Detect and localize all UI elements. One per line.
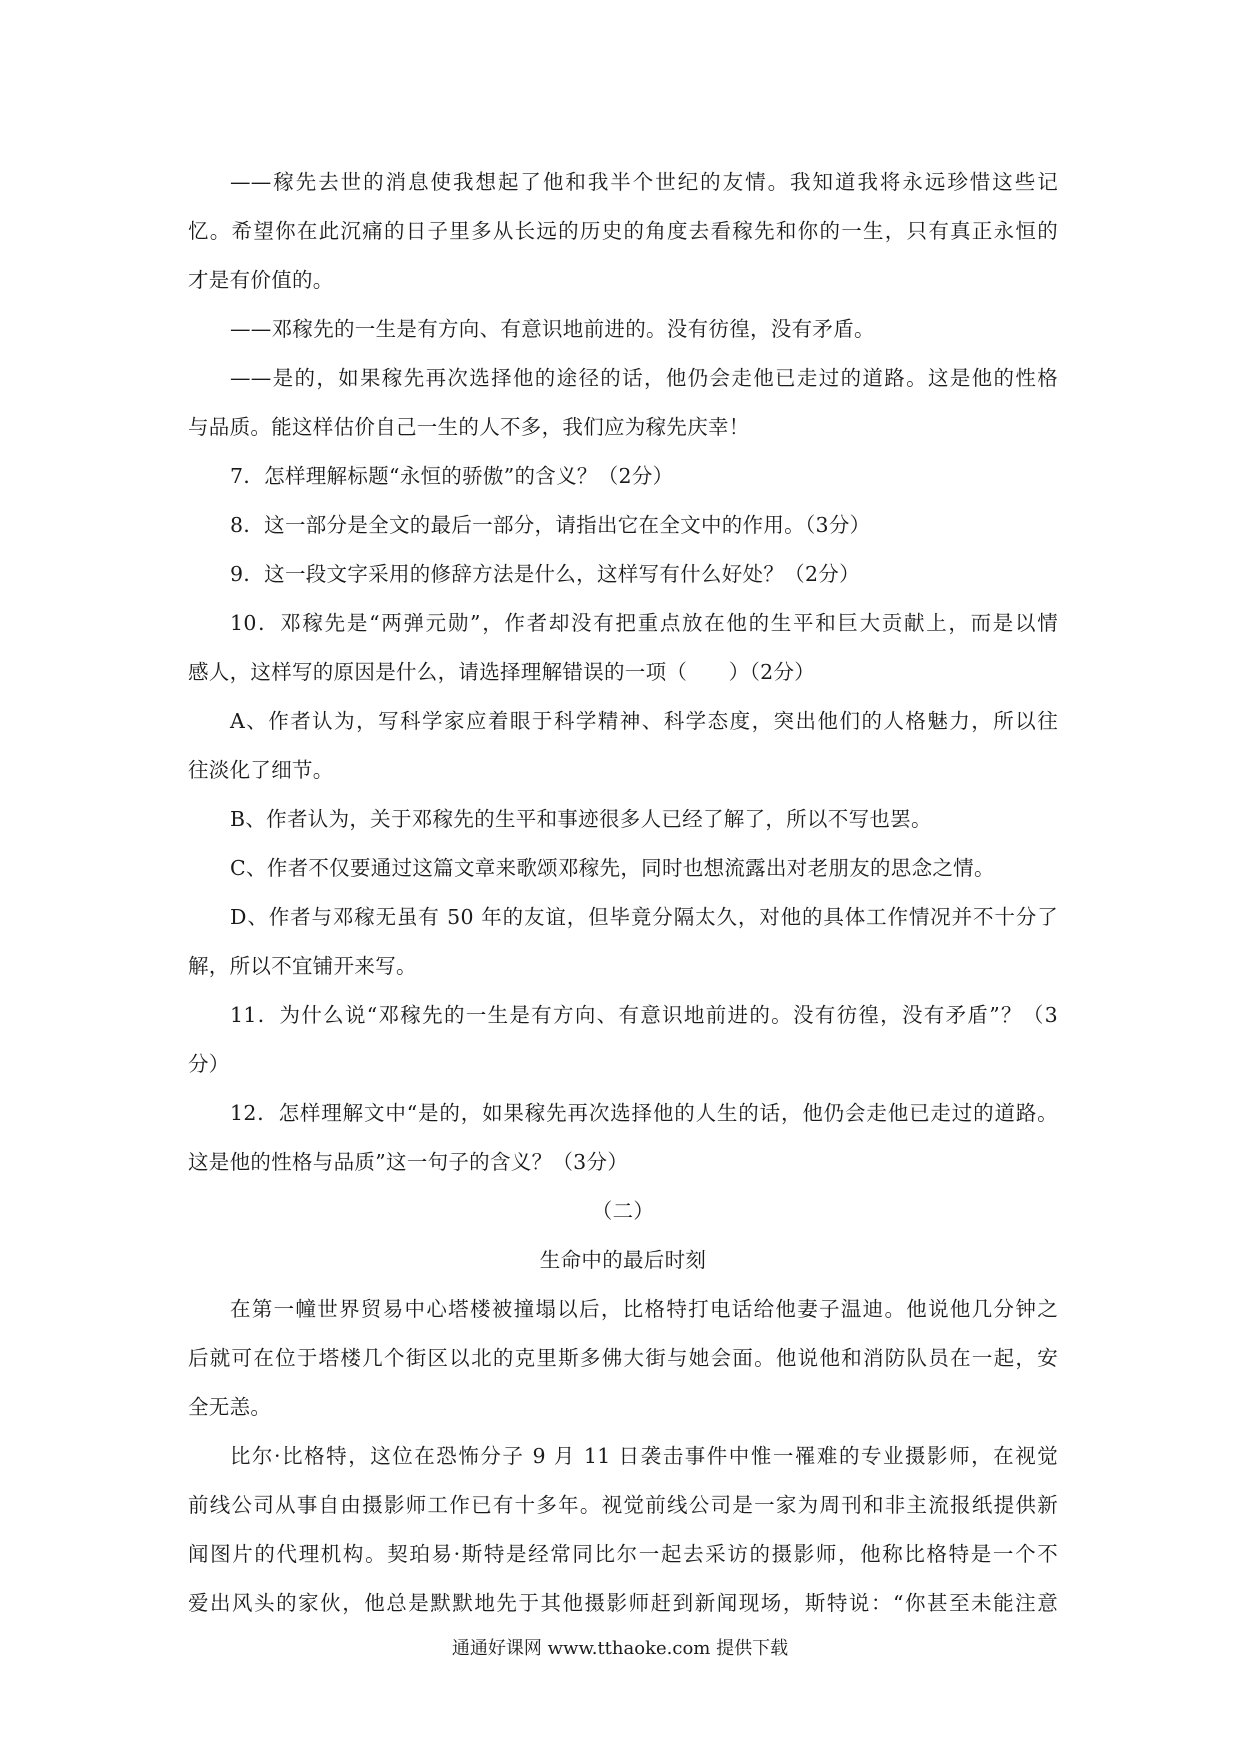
document-body (188, 158, 1058, 1628)
text-line: B、作者认为，关于邓稼先的生平和事迹很多人已经了解了，所以不写也罢。 (230, 807, 932, 831)
section-heading: （二） (591, 1199, 655, 1223)
section-heading: 生命中的最后时刻 (539, 1248, 707, 1272)
text-line: 才是有价值的。 (188, 268, 334, 292)
text-line: 8．这一部分是全文的最后一部分，请指出它在全文中的作用。（3分） (230, 513, 871, 537)
text-line: 后就可在位于塔楼几个街区以北的克里斯多佛大街与她会面。他说他和消防队员在一起，安 (188, 1346, 1058, 1370)
text-line: 分） (188, 1052, 230, 1076)
text-line: 解，所以不宜铺开来写。 (188, 954, 417, 978)
text-line: 前线公司从事自由摄影师工作已有十多年。视觉前线公司是一家为周刊和非主流报纸提供新 (188, 1493, 1058, 1517)
text-line: C、作者不仅要通过这篇文章来歌颂邓稼先，同时也想流露出对老朋友的思念之情。 (230, 856, 995, 880)
text-line: D、作者与邓稼无虽有 50 年的友谊，但毕竟分隔太久，对他的具体工作情况并不十分了 (230, 905, 1058, 929)
text-line: 全无恙。 (188, 1395, 272, 1419)
text-line: 10．邓稼先是“两弹元勋”，作者却没有把重点放在他的生平和巨大贡献上，而是以情 (230, 611, 1058, 635)
text-line: 9．这一段文字采用的修辞方法是什么，这样写有什么好处？（2分） (230, 562, 860, 586)
page-footer: 通通好课网 www.tthaoke.com 提供下载 (451, 1638, 789, 1659)
text-line: 7．怎样理解标题“永恒的骄傲”的含义？（2分） (230, 464, 674, 488)
text-line: 闻图片的代理机构。契珀易·斯特是经常同比尔一起去采访的摄影师，他称比格特是一个不 (188, 1542, 1058, 1566)
text-line: 在第一幢世界贸易中心塔楼被撞塌以后，比格特打电话给他妻子温迪。他说他几分钟之 (230, 1297, 1058, 1321)
text-line: 11．为什么说“邓稼先的一生是有方向、有意识地前进的。没有彷徨，没有矛盾”？（3 (230, 1003, 1058, 1027)
text-line: ——稼先去世的消息使我想起了他和我半个世纪的友情。我知道我将永远珍惜这些记 (230, 170, 1058, 194)
text-line: 与品质。能这样估价自己一生的人不多，我们应为稼先庆幸！ (188, 415, 750, 439)
text-line: 忆。希望你在此沉痛的日子里多从长远的历史的角度去看稼先和你的一生，只有真正永恒的 (188, 219, 1058, 243)
text-line: 比尔·比格特，这位在恐怖分子 9 月 11 日袭击事件中惟一罹难的专业摄影师，在视觉 (230, 1444, 1058, 1468)
text-line: 这是他的性格与品质”这一句子的含义？（3分） (188, 1150, 629, 1174)
text-line: 感人，这样写的原因是什么，请选择理解错误的一项（ ）（2分） (188, 660, 816, 684)
text-line: A、作者认为，写科学家应着眼于科学精神、科学态度，突出他们的人格魅力，所以往 (230, 709, 1058, 733)
text-line: 爱出风头的家伙，他总是默默地先于其他摄影师赶到新闻现场，斯特说：“你甚至未能注意 (188, 1591, 1058, 1615)
text-line: ——邓稼先的一生是有方向、有意识地前进的。没有彷徨，没有矛盾。 (230, 317, 875, 341)
text-line: 12．怎样理解文中“是的，如果稼先再次选择他的人生的话，他仍会走他已走过的道路。 (230, 1101, 1058, 1125)
text-line: ——是的，如果稼先再次选择他的途径的话，他仍会走他已走过的道路。这是他的性格 (230, 366, 1058, 390)
text-line: 往淡化了细节。 (188, 758, 334, 782)
